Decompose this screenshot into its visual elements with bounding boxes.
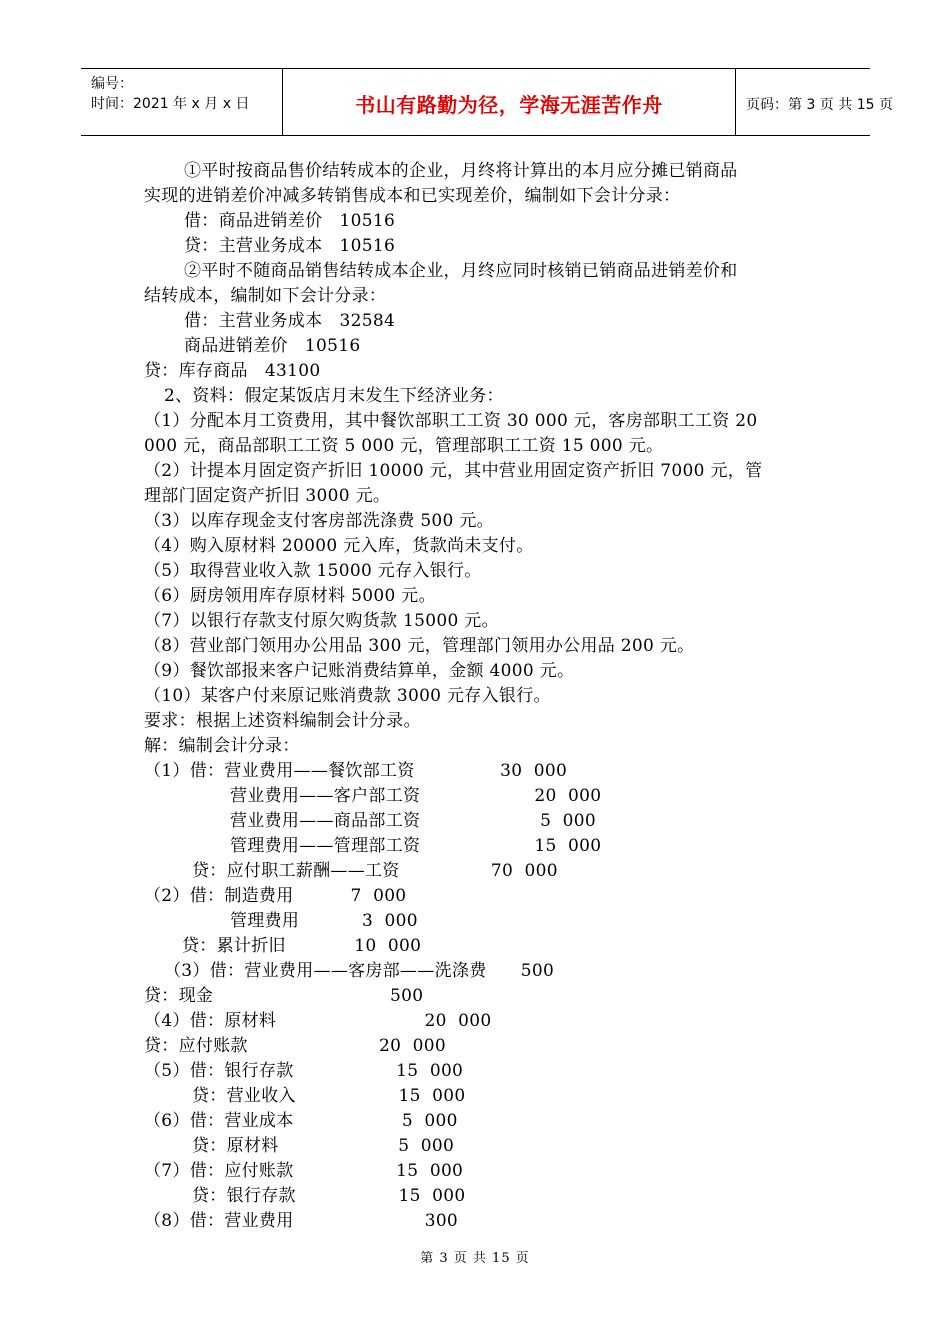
text-line: （2）计提本月固定资产折旧 10000 元，其中营业用固定资产折旧 7000 元，管 [144, 461, 763, 481]
date-label: 时间：2021 年 x 月 x 日 [91, 96, 250, 112]
page-footer [0, 1247, 950, 1266]
journal-entry-line: 管理费用——管理部工资 15 000 [230, 836, 602, 856]
text-line: ②平时不随商品销售结转成本企业，月终应同时核销已销商品进销差价和 [184, 261, 738, 281]
journal-entry-line: 贷：营业收入 15 000 [192, 1086, 466, 1106]
journal-entry-line: （7）借：应付账款 15 000 [144, 1161, 464, 1181]
text-line: （6）厨房领用库存原材料 5000 元。 [144, 586, 436, 606]
footer-page-number: 第 3 页 共 15 页 [420, 1251, 530, 1266]
text-line: 要求：根据上述资料编制会计分录。 [144, 711, 421, 731]
journal-entry-line: （1）借：营业费用——餐饮部工资 30 000 [144, 761, 568, 781]
text-line: （5）取得营业收入款 15000 元存入银行。 [144, 561, 482, 581]
text-line: 贷：主营业务成本 10516 [184, 236, 396, 256]
text-line: （9）餐饮部报来客户记账消费结算单，金额 4000 元。 [144, 661, 575, 681]
text-line: （1）分配本月工资费用，其中餐饮部职工工资 30 000 元，客房部职工工资 20 [144, 411, 758, 431]
journal-entry-line: （2）借：制造费用 7 000 [144, 886, 407, 906]
journal-entry-line: 贷：银行存款 15 000 [192, 1186, 466, 1206]
header-motto-cell [283, 69, 736, 135]
text-line: （10）某客户付来原记账消费款 3000 元存入银行。 [144, 686, 551, 706]
text-line: 借：商品进销差价 10516 [184, 211, 396, 231]
text-line: 结转成本，编制如下会计分录： [144, 286, 387, 306]
text-line: （8）营业部门领用办公用品 300 元，管理部门领用办公用品 200 元。 [144, 636, 695, 656]
text-line: ①平时按商品售价结转成本的企业，月终将计算出的本月应分摊已销商品 [184, 161, 738, 181]
text-line: 理部门固定资产折旧 3000 元。 [144, 486, 391, 506]
journal-entry-line: 贷：累计折旧 10 000 [182, 936, 422, 956]
page-info: 页码：第 3 页 共 15 页 [746, 97, 893, 113]
journal-entry-line: （3）借：营业费用——客房部——洗涤费 500 [164, 961, 555, 981]
journal-entry-line: （4）借：原材料 20 000 [144, 1011, 492, 1031]
journal-entry-line: 营业费用——客户部工资 20 000 [230, 786, 602, 806]
journal-entry-line: 贷：应付职工薪酬——工资 70 000 [192, 861, 558, 881]
text-line: 贷：库存商品 43100 [144, 361, 321, 381]
journal-entry-line: 贷：现金 500 [144, 986, 424, 1006]
doc-number-label: 编号： [91, 76, 133, 92]
journal-entry-line: 营业费用——商品部工资 5 000 [230, 811, 596, 831]
header-meta-cell [81, 69, 283, 135]
motto-text: 书山有路勤为径，学海无涯苦作舟 [355, 93, 663, 117]
journal-entry-line: （5）借：银行存款 15 000 [144, 1061, 464, 1081]
text-line: （4）购入原材料 20000 元入库，货款尚未支付。 [144, 536, 534, 556]
header-page-cell [736, 69, 893, 135]
text-line: 000 元，商品部职工工资 5 000 元，管理部职工工资 15 000 元。 [144, 436, 664, 456]
journal-entry-line: （8）借：营业费用 300 [144, 1211, 459, 1231]
page-header [81, 68, 893, 136]
text-line: 商品进销差价 10516 [184, 336, 361, 356]
text-line: 借：主营业务成本 32584 [184, 311, 396, 331]
text-line: （7）以银行存款支付原欠购货款 15000 元。 [144, 611, 499, 631]
journal-entry-line: 管理费用 3 000 [230, 911, 418, 931]
text-line: 实现的进销差价冲减多转销售成本和已实现差价，编制如下会计分录： [144, 186, 681, 206]
text-line: 2、资料：假定某饭店月末发生下经济业务： [164, 386, 504, 406]
journal-entry-line: 贷：原材料 5 000 [192, 1136, 455, 1156]
journal-entry-line: 贷：应付账款 20 000 [144, 1036, 446, 1056]
journal-entry-line: （6）借：营业成本 5 000 [144, 1111, 458, 1131]
text-line: 解：编制会计分录： [144, 736, 300, 756]
text-line: （3）以库存现金支付客房部洗涤费 500 元。 [144, 511, 494, 531]
